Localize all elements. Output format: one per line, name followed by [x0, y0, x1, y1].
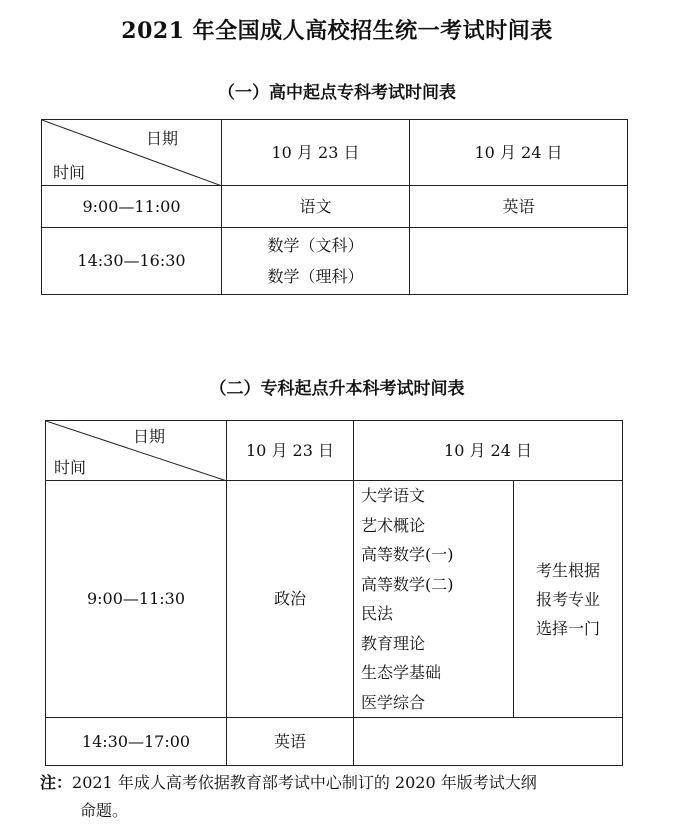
footnote-line2: 命题。: [80, 801, 129, 820]
subject-text: 艺术概论: [361, 515, 426, 535]
table-header-row: [42, 120, 628, 186]
diagonal-header-cell: [46, 421, 227, 481]
subject-text: 政治: [273, 589, 306, 609]
subject-text: 教育理论: [361, 633, 426, 653]
subject-cell: [222, 228, 410, 295]
subject-text: 英语: [273, 731, 306, 751]
footnote-label: 注：: [40, 773, 73, 792]
subject-list-cell: [354, 481, 514, 718]
subject-cell: [227, 718, 354, 766]
time-cell: 9:00—11:30: [46, 481, 227, 718]
subject-cell: [227, 481, 354, 718]
subject-text: 医学综合: [361, 692, 426, 712]
table-row: [46, 718, 623, 766]
subject-text: 高等数学(二): [361, 574, 454, 594]
diagonal-header-cell: [42, 120, 222, 186]
time-header-label: 时间: [54, 458, 87, 477]
note-text: 报考专业: [536, 589, 601, 609]
day2-header: 10 月 24 日: [410, 120, 628, 186]
time-header-label: 时间: [53, 163, 86, 182]
subject-text: 数学（文科）: [267, 236, 364, 255]
note-text: 选择一门: [536, 618, 601, 638]
table-row: [46, 481, 623, 718]
table-row: [42, 228, 628, 295]
subject-text: 英语: [502, 196, 535, 216]
page-title: 2021 年全国成人高校招生统一考试时间表: [121, 18, 553, 44]
time-cell: 14:30—16:30: [42, 228, 222, 295]
time-cell: 9:00—11:00: [42, 186, 222, 228]
subject-text: 语文: [299, 196, 332, 216]
section2-title: （二）专科起点升本科考试时间表: [209, 379, 465, 399]
subject-cell: [410, 186, 628, 228]
empty-cell: [354, 718, 623, 766]
subject-cell: [222, 186, 410, 228]
time-cell: 14:30—17:00: [46, 718, 227, 766]
subject-note-cell: [514, 481, 623, 718]
subject-text: 生态学基础: [361, 663, 442, 682]
date-header-label: 日期: [133, 427, 166, 446]
subject-text: 高等数学(一): [361, 545, 454, 564]
section2-table: [45, 420, 623, 766]
section1-title: （一）高中起点专科考试时间表: [218, 83, 456, 103]
subject-text: 大学语文: [361, 486, 426, 505]
subject-text: 数学（理科）: [267, 267, 364, 286]
note-text: 考生根据: [536, 560, 601, 580]
day1-header: 10 月 23 日: [227, 421, 354, 481]
empty-cell: [410, 228, 628, 295]
day1-header: 10 月 23 日: [222, 120, 410, 186]
section1-table: [41, 119, 628, 295]
date-header-label: 日期: [146, 129, 179, 148]
day2-header: 10 月 24 日: [354, 421, 623, 481]
table-header-row: [46, 421, 623, 481]
table-row: [42, 186, 628, 228]
subject-text: 民法: [361, 604, 394, 623]
footnote-line1: 2021 年成人高考依据教育部考试中心制订的 2020 年版考试大纲: [72, 773, 537, 792]
footnote: [40, 769, 660, 825]
